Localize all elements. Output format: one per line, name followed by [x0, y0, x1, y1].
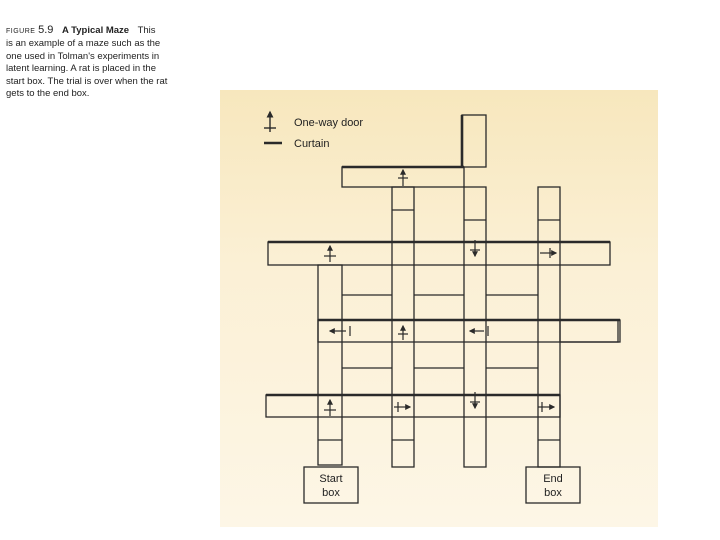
caption-line-1: This — [137, 25, 156, 36]
start-box-label-line1: Start — [319, 473, 343, 485]
caption-line-4: latent learning. A rat is placed in the — [6, 63, 156, 75]
figure-number: 5.9 — [38, 24, 54, 36]
caption-line-2: is an example of a maze such as the — [6, 38, 161, 50]
legend-curtain: Curtain — [294, 138, 330, 150]
start-box-label-line2: box — [322, 487, 340, 499]
legend-one-way-door: One-way door — [294, 117, 364, 129]
curtains — [266, 115, 620, 395]
one-way-door-icon — [264, 112, 276, 132]
figure-label: FIGURE — [6, 28, 36, 35]
figure-title: A Typical Maze — [62, 25, 130, 36]
caption-line-5: start box. The trial is over when the rat — [6, 75, 168, 87]
maze-figure — [220, 90, 658, 527]
end-box-label-line2: box — [544, 487, 562, 499]
one-way-doors — [324, 170, 556, 416]
maze-walls — [266, 115, 620, 503]
caption-line-6: gets to the end box. — [6, 88, 90, 100]
figure-caption — [6, 24, 206, 100]
legend — [264, 112, 363, 150]
maze-svg — [220, 90, 658, 527]
end-box-label-line1: End — [543, 473, 563, 485]
caption-line-3: one used in Tolman's experiments in — [6, 50, 160, 62]
